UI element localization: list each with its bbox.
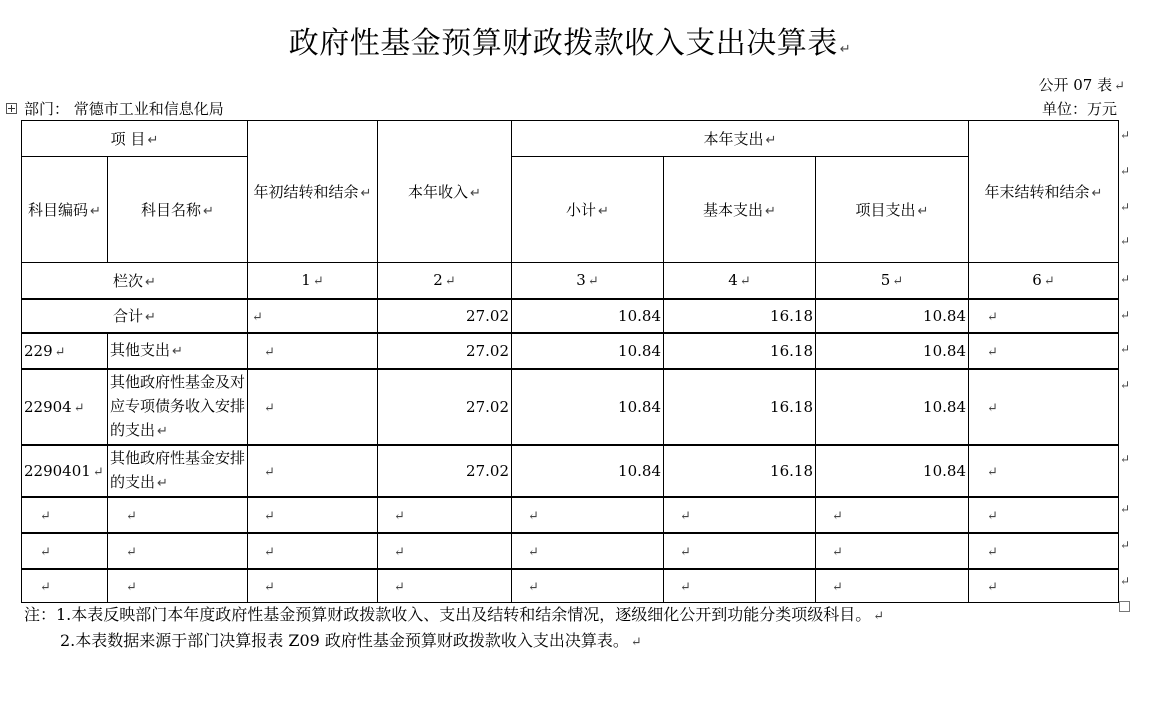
row-end-mark: ↵ [1120,164,1131,178]
empty-cell: ↵ [512,497,664,533]
empty-cell: ↵ [108,497,248,533]
empty-cell: ↵ [108,569,248,603]
column-number-4: 4 ↵ [664,263,816,299]
row-code: 229 ↵ [22,333,108,369]
row-end-mark: ↵ [1120,200,1131,214]
header-subject-name: 科目名称 ↵ [108,157,248,263]
department-label: 部门： 常德市工业和信息化局 [24,100,224,118]
empty-cell: ↵ [816,533,969,569]
column-number-label: 栏次 ↵ [22,263,248,299]
empty-cell: ↵ [378,497,512,533]
header-subject-code: 科目编码 ↵ [22,157,108,263]
empty-cell: ↵ [664,569,816,603]
row-income: 27.02 [378,445,512,497]
form-code: 公开 07 表 ↵ [1038,76,1125,94]
row-end-mark: ↵ [1120,342,1131,356]
header-income: 本年收入 ↵ [378,121,512,263]
row-opening: ↵ [248,333,378,369]
row-code: 22904 ↵ [22,369,108,445]
header-basic: 基本支出 ↵ [664,157,816,263]
header-subtotal: 小计 ↵ [512,157,664,263]
total-label: 合计 ↵ [22,299,248,333]
empty-cell: ↵ [969,497,1119,533]
empty-cell: ↵ [248,569,378,603]
empty-cell: ↵ [664,533,816,569]
table-resize-handle[interactable] [1119,601,1130,612]
empty-row [22,497,1119,533]
row-name: 其他政府性基金安排的支出 ↵ [108,445,248,497]
header-expenditure: 本年支出 ↵ [512,121,969,157]
total-project: 10.84 [816,299,969,333]
total-closing: ↵ [969,299,1119,333]
header-project: 项目支出 ↵ [816,157,969,263]
row-income: 27.02 [378,369,512,445]
empty-cell: ↵ [22,569,108,603]
total-income: 27.02 [378,299,512,333]
empty-cell: ↵ [512,533,664,569]
row-end-mark: ↵ [1120,234,1131,248]
row-end-mark: ↵ [1120,128,1131,142]
row-name: 其他支出 ↵ [108,333,248,369]
empty-cell: ↵ [816,569,969,603]
empty-cell: ↵ [664,497,816,533]
row-end-mark: ↵ [1120,574,1131,588]
note-2: 2.本表数据来源于部门决算报表 Z09 政府性基金预算财政拨款收入支出决算表。 ↵ [60,631,642,650]
row-code: 2290401 ↵ [22,445,108,497]
empty-row [22,533,1119,569]
total-subtotal: 10.84 [512,299,664,333]
row-closing: ↵ [969,445,1119,497]
row-end-mark: ↵ [1120,272,1131,286]
row-basic: 16.18 [664,333,816,369]
row-basic: 16.18 [664,369,816,445]
row-closing: ↵ [969,369,1119,445]
note-1: 注：1.本表反映部门本年度政府性基金预算财政拨款收入、支出及结转和结余情况，逐级细化公开到功能分类项级科目。 ↵ [24,605,885,624]
column-number-1: 1 ↵ [248,263,378,299]
empty-row [22,569,1119,603]
row-project: 10.84 [816,369,969,445]
row-end-mark: ↵ [1120,378,1131,392]
row-end-mark: ↵ [1120,308,1131,322]
row-end-mark: ↵ [1120,452,1131,466]
header-closing-balance: 年末结转和结余 ↵ [969,121,1119,263]
table-move-handle-icon[interactable] [6,103,17,114]
column-number-5: 5 ↵ [816,263,969,299]
column-number-2: 2 ↵ [378,263,512,299]
total-row [22,299,1119,333]
empty-cell: ↵ [969,533,1119,569]
row-subtotal: 10.84 [512,445,664,497]
empty-cell: ↵ [108,533,248,569]
total-opening: ↵ [248,299,378,333]
empty-cell: ↵ [248,533,378,569]
row-subtotal: 10.84 [512,369,664,445]
empty-cell: ↵ [378,569,512,603]
page-title: 政府性基金预算财政拨款收入支出决算表 ↵ [288,26,852,61]
row-end-mark: ↵ [1120,538,1131,552]
unit-label: 单位：万元 [1041,100,1117,118]
row-subtotal: 10.84 [512,333,664,369]
column-number-6: 6 ↵ [969,263,1119,299]
table-row [22,333,1119,369]
row-opening: ↵ [248,369,378,445]
empty-cell: ↵ [378,533,512,569]
notes [24,603,884,655]
row-income: 27.02 [378,333,512,369]
empty-cell: ↵ [816,497,969,533]
budget-table [21,120,1119,603]
row-project: 10.84 [816,333,969,369]
table-row [22,369,1119,445]
empty-cell: ↵ [248,497,378,533]
header-opening-balance: 年初结转和结余 ↵ [248,121,378,263]
empty-cell: ↵ [22,497,108,533]
empty-cell: ↵ [969,569,1119,603]
row-opening: ↵ [248,445,378,497]
row-end-mark: ↵ [1120,502,1131,516]
header-item: 项 目 ↵ [22,121,248,157]
row-project: 10.84 [816,445,969,497]
empty-cell: ↵ [22,533,108,569]
row-name: 其他政府性基金及对应专项债务收入安排的支出 ↵ [108,369,248,445]
row-basic: 16.18 [664,445,816,497]
empty-cell: ↵ [512,569,664,603]
row-closing: ↵ [969,333,1119,369]
column-number-3: 3 ↵ [512,263,664,299]
total-basic: 16.18 [664,299,816,333]
table-row [22,445,1119,497]
